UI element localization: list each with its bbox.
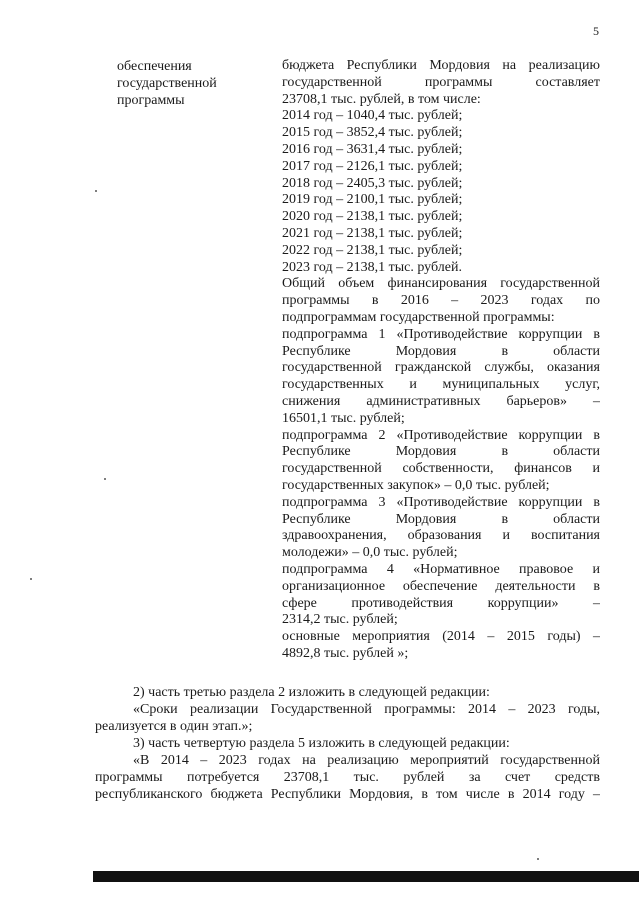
passport-value-line: 2018 год – 2405,3 тыс. рублей; [282, 175, 463, 191]
passport-value-line: 2020 год – 2138,1 тыс. рублей; [282, 209, 463, 225]
passport-value-line: 16501,1 тыс. рублей; [282, 410, 405, 426]
scan-edge-bar [93, 871, 639, 882]
passport-value-line: сфере противодействия коррупции» – [282, 595, 600, 611]
page-number: 5 [593, 24, 599, 38]
passport-value-line: 2023 год – 2138,1 тыс. рублей. [282, 259, 462, 275]
passport-value-line: государственной программы составляет [282, 74, 600, 90]
passport-value-line: Республике Мордовия в области [282, 511, 600, 527]
scan-speck [104, 478, 106, 480]
passport-value-line: 2017 год – 2126,1 тыс. рублей; [282, 158, 463, 174]
passport-value-line: программы в 2016 – 2023 годах по [282, 293, 600, 309]
passport-value-line: снижения административных барьеров» – [282, 393, 600, 409]
body-line: «Сроки реализации Государственной программы: 2014 – 2023 годы, [133, 702, 600, 717]
body-line: республиканского бюджета Республики Мордовия, в том числе в 2014 году – [95, 787, 600, 802]
passport-value-line: 2019 год – 2100,1 тыс. рублей; [282, 192, 463, 208]
passport-label-column [117, 58, 267, 109]
passport-label-line: программы [117, 93, 185, 108]
amendment-text [95, 684, 600, 803]
scan-speck [537, 858, 539, 860]
passport-value-line: подпрограмма 1 «Противодействие коррупции в [282, 326, 600, 342]
passport-value-line: Республике Мордовия в области [282, 343, 600, 359]
body-line: 2) часть третью раздела 2 изложить в следующей редакции: [133, 685, 490, 700]
passport-label-line: обеспечения [117, 59, 192, 74]
passport-value-line: 4892,8 тыс. рублей »; [282, 645, 409, 661]
passport-value-line: бюджета Республики Мордовия на реализацию [282, 58, 600, 73]
scan-speck [95, 190, 97, 192]
passport-value-line: 2314,2 тыс. рублей; [282, 612, 398, 628]
passport-value-line: здравоохранения, образования и воспитания [282, 528, 600, 544]
scan-speck [30, 578, 32, 580]
passport-value-line: 23708,1 тыс. рублей, в том числе: [282, 91, 481, 107]
passport-label-line: государственной [117, 76, 217, 91]
passport-value-line: 2022 год – 2138,1 тыс. рублей; [282, 242, 463, 258]
passport-value-line: молодежи» – 0,0 тыс. рублей; [282, 545, 458, 561]
passport-value-line: государственной собственности, финансов и [282, 461, 600, 477]
passport-value-line: 2016 год – 3631,4 тыс. рублей; [282, 141, 463, 157]
passport-value-line: Республике Мордовия в области [282, 444, 600, 460]
body-line: 3) часть четвертую раздела 5 изложить в следующей редакции: [133, 736, 510, 751]
body-line: программы потребуется 23708,1 тыс. рублей за счет средств [95, 770, 600, 785]
passport-value-column [282, 58, 600, 663]
passport-value-line: Общий объем финансирования государственной [282, 276, 600, 292]
passport-value-line: 2014 год – 1040,4 тыс. рублей; [282, 108, 463, 124]
passport-value-line: подпрограммам государственной программы: [282, 309, 555, 325]
passport-value-line: государственной гражданской службы, оказания [282, 360, 600, 376]
passport-value-line: подпрограмма 2 «Противодействие коррупции в [282, 427, 600, 443]
body-line: реализуется в один этап.»; [95, 719, 253, 734]
passport-value-line: основные мероприятия (2014 – 2015 годы) – [282, 629, 600, 645]
passport-value-line: государственных закупок» – 0,0 тыс. рублей; [282, 477, 550, 493]
passport-value-line: организационное обеспечение деятельности в [282, 578, 600, 594]
passport-value-line: подпрограмма 4 «Нормативное правовое и [282, 561, 600, 577]
body-line: «В 2014 – 2023 годах на реализацию мероприятий государственной [133, 753, 600, 768]
passport-value-line: 2021 год – 2138,1 тыс. рублей; [282, 225, 463, 241]
passport-value-line: 2015 год – 3852,4 тыс. рублей; [282, 125, 463, 141]
passport-value-line: подпрограмма 3 «Противодействие коррупции в [282, 494, 600, 510]
passport-value-line: государственных и муниципальных услуг, [282, 377, 600, 393]
